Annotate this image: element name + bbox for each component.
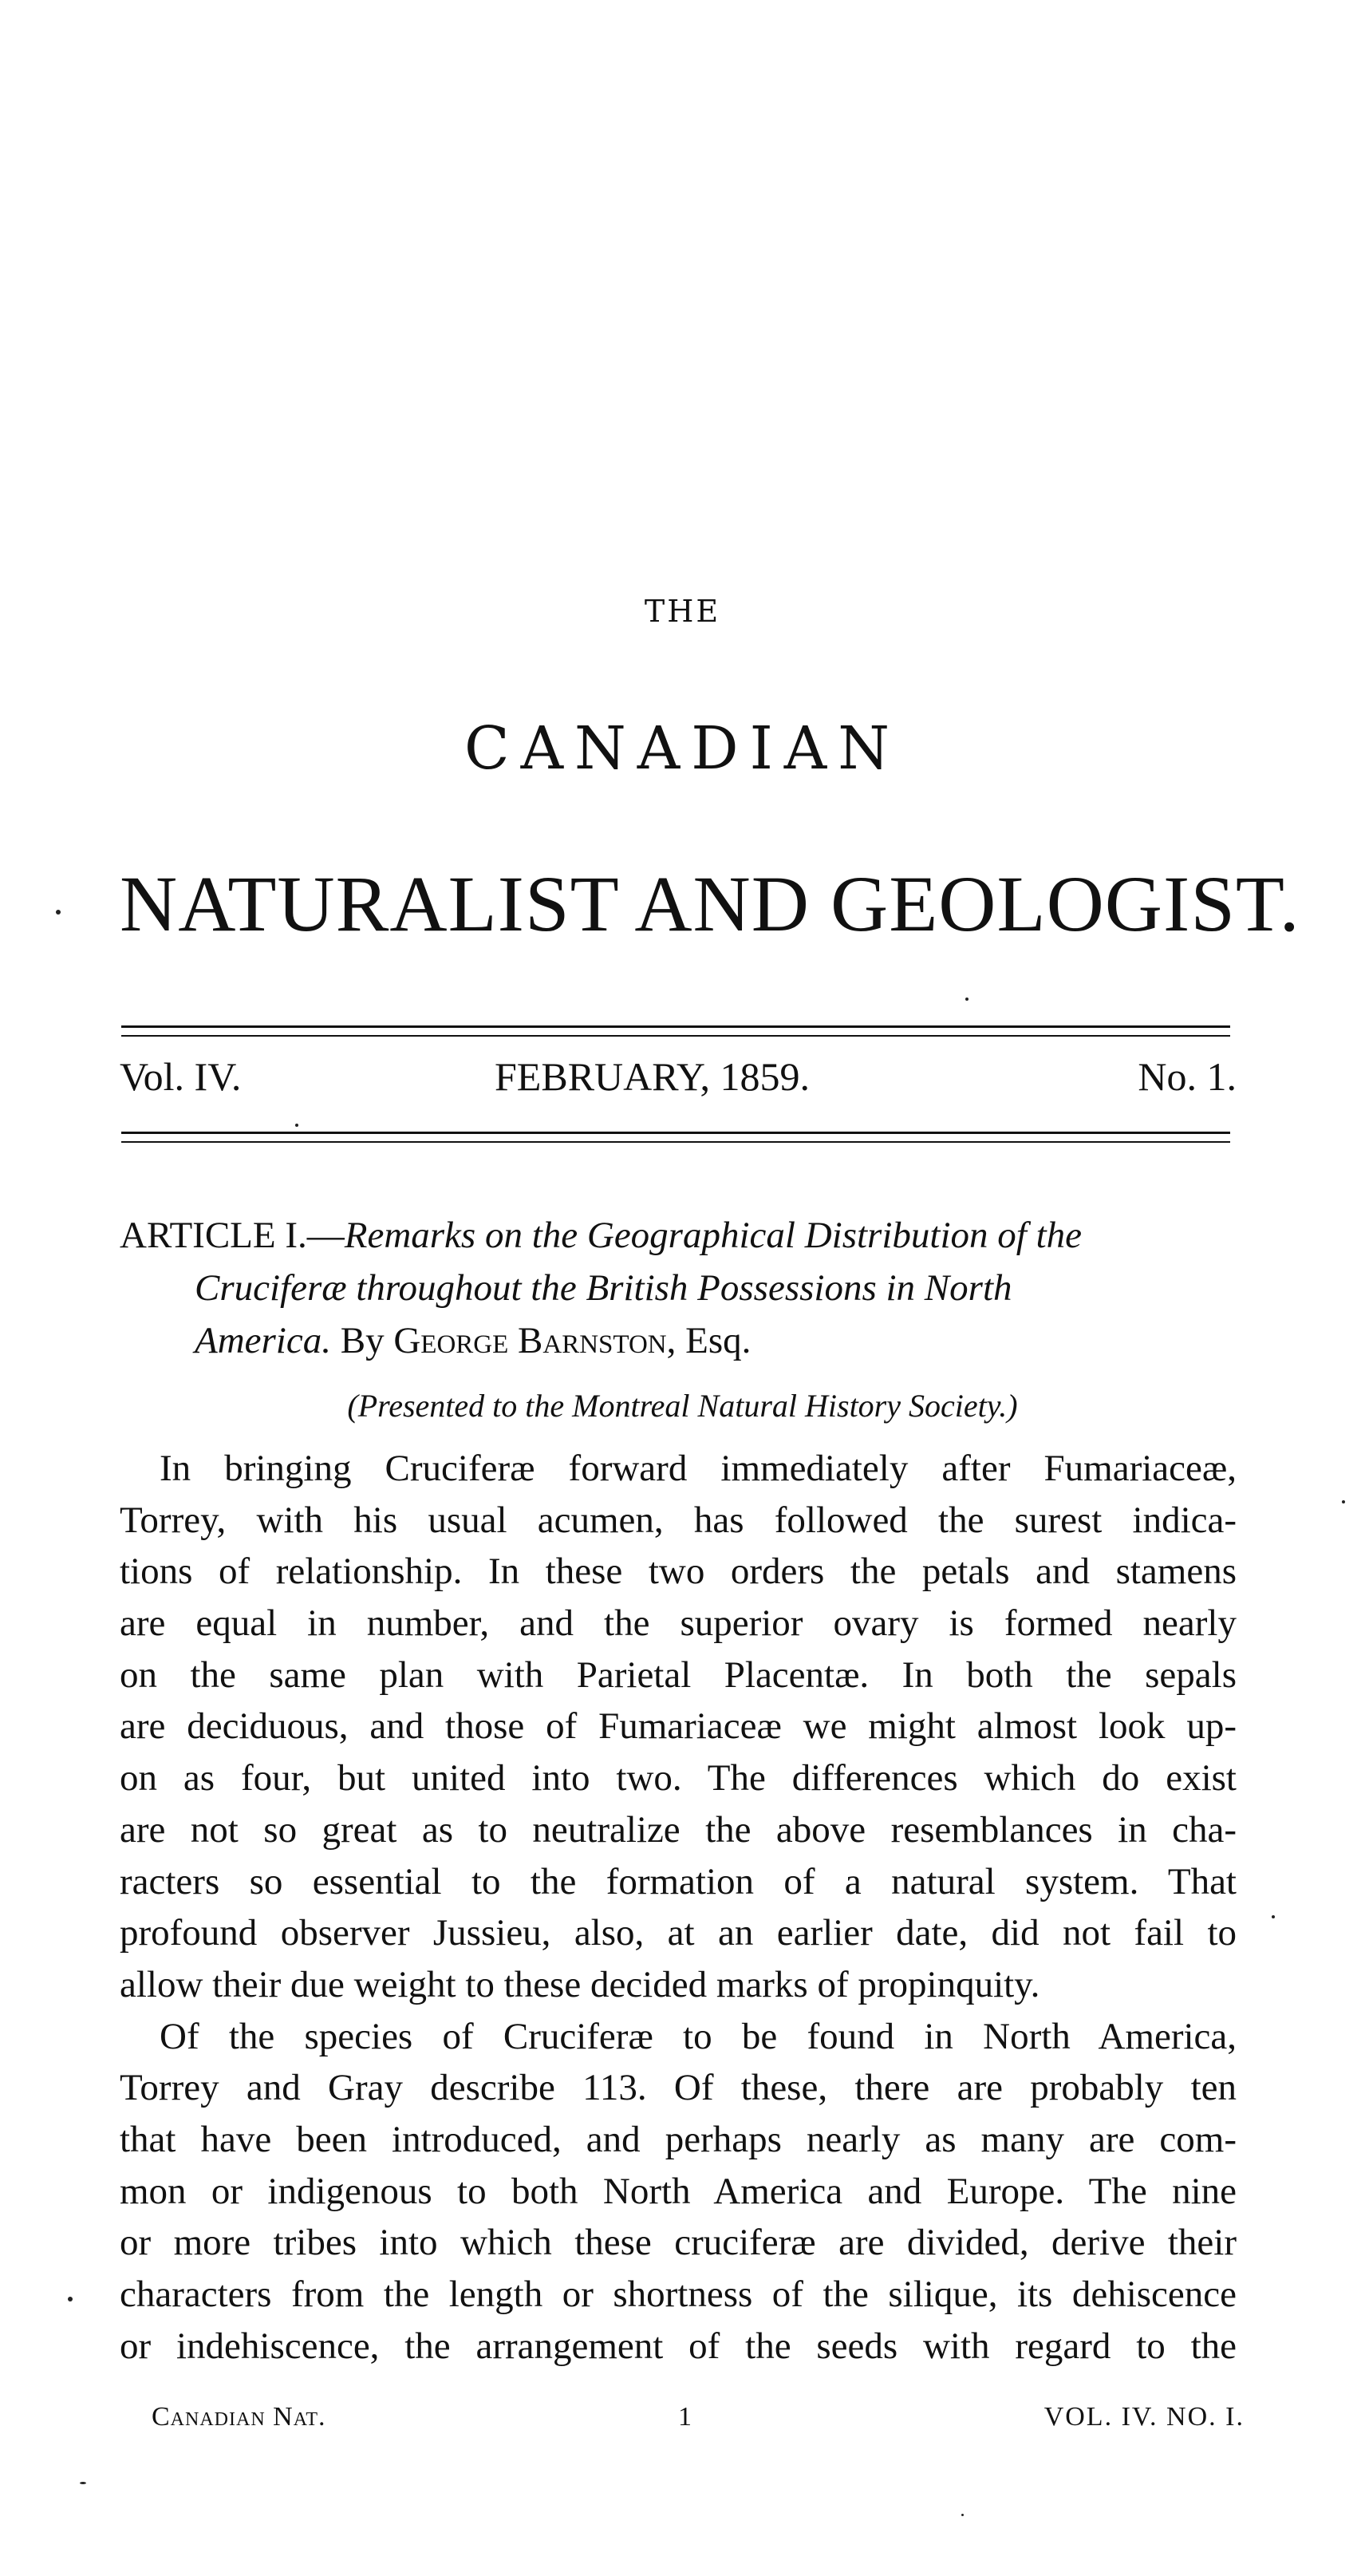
bottom-double-rule-upper <box>121 1132 1230 1134</box>
body-line: are deciduous, and those of Fumariaceæ we might almost look up- <box>120 1705 1237 1748</box>
print-speck <box>68 2297 73 2301</box>
masthead-canadian: CANADIAN <box>464 714 901 783</box>
author-suffix: , Esq. <box>666 1320 752 1361</box>
print-speck <box>1272 1915 1275 1918</box>
body-line: profound observer Jussieu, also, at an earlier date, did not fail to <box>120 1912 1237 1954</box>
issue-line <box>120 1053 1237 1109</box>
body-line: or more tribes into which these cruciferæ are divided, derive their <box>120 2222 1237 2264</box>
print-speck <box>295 1124 298 1127</box>
footer-volume: VOL. IV. NO. I. <box>1043 2402 1245 2432</box>
body-line: allow their due weight to these decided marks of propinquity. <box>120 1963 1040 2005</box>
article-heading <box>120 1209 1237 1367</box>
print-speck <box>965 998 969 1001</box>
body-line: characters from the length or shortness of the silique, its dehiscence <box>120 2274 1237 2315</box>
author-name: George Barnston <box>393 1320 667 1361</box>
body-line: Torrey, with his usual acumen, has followed the surest indica- <box>120 1499 1237 1541</box>
body-line: Torrey and Gray describe 113. Of these, there are probably ten <box>120 2067 1237 2109</box>
volume-label: Vol. IV. <box>120 1054 242 1099</box>
print-speck <box>961 2514 964 2516</box>
body-line: are equal in number, and the superior ovary is formed nearly <box>120 1602 1237 1645</box>
page-number: 1 <box>678 2402 692 2432</box>
body-line: racters so essential to the formation of a natural system. That <box>120 1860 1237 1902</box>
footer-journal-abbrev: Canadian Nat. <box>152 2402 326 2432</box>
print-speck <box>80 2482 86 2484</box>
article-body <box>120 1443 1237 2372</box>
body-line: or indehiscence, the arrangement of the seeds with regard to the <box>120 2325 1237 2367</box>
top-double-rule-upper <box>121 1025 1230 1028</box>
print-speck <box>56 910 61 915</box>
byline-by: By <box>330 1320 394 1361</box>
journal-title: NATURALIST AND GEOLOGIST. <box>120 859 1300 948</box>
body-line: mon or indigenous to both North America and Europe. The nine <box>120 2170 1237 2212</box>
masthead-the: THE <box>644 594 721 629</box>
body-line: on as four, but united into two. The differences which do exist <box>120 1757 1237 1800</box>
bottom-double-rule-lower <box>121 1141 1230 1143</box>
body-line: Of the species of Cruciferæ to be found in North America, <box>160 2015 1237 2057</box>
top-double-rule-lower <box>121 1035 1230 1037</box>
body-line: that have been introduced, and perhaps nearly as many are com- <box>120 2118 1237 2160</box>
article-number: ARTICLE I.— <box>120 1215 345 1256</box>
article-title-line-2: Cruciferæ throughout the British Possessions in North <box>195 1267 1012 1309</box>
body-line: are not so great as to neutralize the above resemblances in cha- <box>120 1808 1237 1851</box>
body-line: tions of relationship. In these two orders the petals and stamens <box>120 1551 1237 1593</box>
body-line: on the same plan with Parietal Placentæ. In both the sepals <box>120 1653 1237 1696</box>
print-speck <box>1342 1500 1345 1503</box>
article-title-line-1: Remarks on the Geographical Distribution of the <box>344 1215 1082 1256</box>
article-title-line-3: America. <box>195 1320 331 1361</box>
issue-date: FEBRUARY, 1859. <box>495 1054 811 1099</box>
presented-note: (Presented to the Montreal Natural History Society.) <box>347 1388 1018 1424</box>
issue-number: No. 1. <box>1138 1054 1237 1099</box>
body-line: In bringing Cruciferæ forward immediately after Fumariaceæ, <box>160 1448 1237 1489</box>
page-footer <box>152 2402 1268 2442</box>
